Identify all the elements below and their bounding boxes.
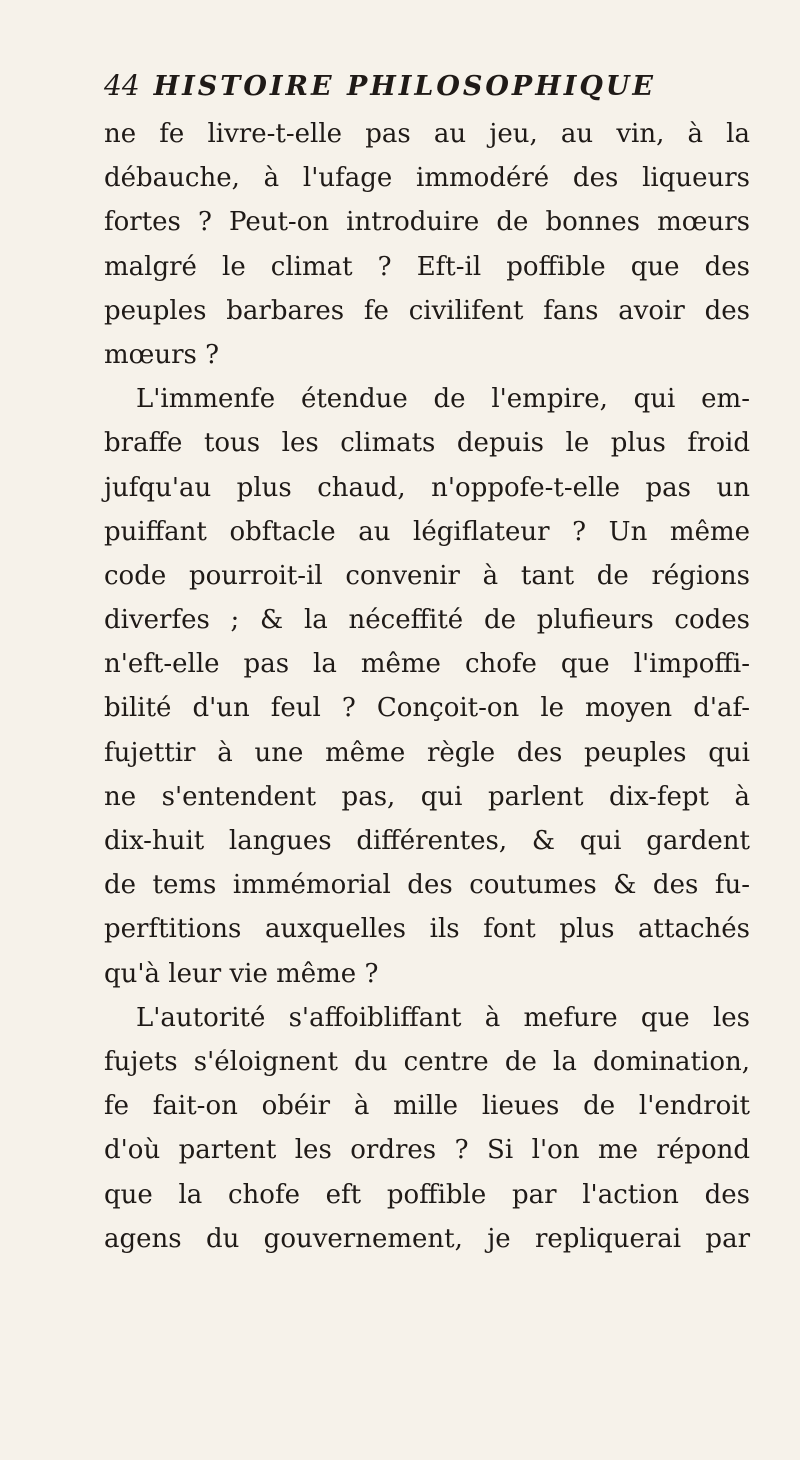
text-line: perftitions auxquelles ils font plus attachés [104, 914, 750, 945]
text-line: fe fait-on obéir à mille lieues de l'endroit [104, 1091, 750, 1122]
text-line: que la chofe eft poffible par l'action des [104, 1179, 750, 1210]
text-line: agens du gouvernement, je repliquerai par [104, 1223, 750, 1254]
text-line: fortes ? Peut-on introduire de bonnes mœurs [104, 207, 750, 238]
text-line: débauche, à l'ufage immodéré des liqueurs [104, 163, 750, 194]
text-line: qu'à leur vie même ? [104, 958, 379, 989]
text-line: d'où partent les ordres ? Si l'on me répond [104, 1135, 750, 1166]
body-text [104, 112, 750, 1261]
text-line: ne fe livre-t-elle pas au jeu, au vin, à la [104, 119, 750, 149]
page-number: 44 [104, 69, 140, 102]
text-line: ne s'entendent pas, qui parlent dix-fept à [104, 781, 750, 812]
text-line: L'immenfe étendue de l'empire, qui em- [136, 384, 750, 415]
text-line: braffe tous les climats depuis le plus froid [104, 428, 750, 459]
text-line: mœurs ? [104, 339, 220, 370]
text-line: L'autorité s'affoibliffant à mefure que les [136, 1002, 750, 1033]
text-line: fujettir à une même règle des peuples qui [104, 737, 750, 768]
text-line: dix-huit langues différentes, & qui gardent [104, 826, 750, 856]
text-line: de tems immémorial des coutumes & des fu- [104, 870, 750, 901]
page-header [104, 69, 724, 112]
text-line: peuples barbares fe civilifent fans avoir des [104, 295, 750, 326]
text-line: diverfes ; & la néceffité de plufieurs codes [104, 605, 750, 636]
text-line: jufqu'au plus chaud, n'oppofe-t-elle pas un [104, 472, 750, 503]
text-line: puiffant obftacle au légiflateur ? Un même [104, 516, 750, 547]
text-line: code pourroit-il convenir à tant de régions [104, 560, 750, 591]
text-line: fujets s'éloignent du centre de la domination, [104, 1046, 750, 1077]
text-line: malgré le climat ? Eft-il poffible que des [104, 251, 750, 282]
running-title: HISTOIRE PHILOSOPHIQUE [153, 71, 656, 102]
text-line: bilité d'un feul ? Conçoit-on le moyen d'af- [104, 693, 750, 724]
text-line: n'eft-elle pas la même chofe que l'impoffi- [104, 649, 750, 680]
